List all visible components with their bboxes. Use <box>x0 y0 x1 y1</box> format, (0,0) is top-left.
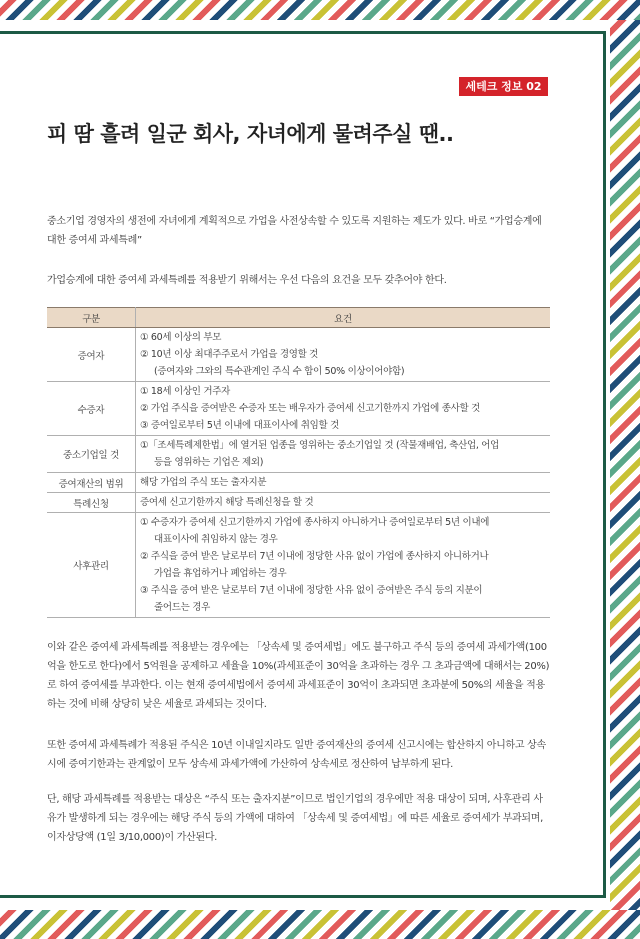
header-requirement: 요건 <box>136 308 551 328</box>
right-stripe-border <box>610 20 640 910</box>
row-category: 수증자 <box>47 382 136 436</box>
intro-paragraph: 중소기업 경영자의 생전에 자녀에게 계획적으로 가업을 사전상속할 수 있도록 지원하는 제도가 있다. 바로 “가업승계에 대한 증여세 과세특례” <box>47 216 542 246</box>
header-category: 구분 <box>47 308 136 328</box>
row-category: 증여재산의 범위 <box>47 473 136 493</box>
row-category: 중소기업일 것 <box>47 436 136 473</box>
requirement-line: ③ 증여일로부터 5년 이내에 대표이사에 취임할 것 <box>140 420 339 431</box>
requirement-line: 대표이사에 취임하지 않는 경우 <box>154 534 278 545</box>
requirement-line: 가업을 휴업하거나 폐업하는 경우 <box>154 568 287 579</box>
top-stripe-border <box>0 0 640 20</box>
requirement-lead: 가업승계에 대한 증여세 과세특례를 적용받기 위해서는 우선 다음의 요건을 모두 갖추어야 한다. <box>47 275 447 286</box>
requirement-line: 등을 영위하는 기업은 제외) <box>154 457 264 468</box>
paragraph-1: 이와 같은 증여세 과세특례를 적용받는 경우에는 「상속세 및 증여세법」에도 불구하고 주식 등의 증여세 과세가액(100억을 한도로 한다)에서 5억원을 공제하고 세율을 10%(과세표준이 30억을 초과하는 경우 그 초과금액에 대해서는 20%)로 하여 증여세를 부과한다. 이는 현재 증여세법에서 증여세 과세표준이 30억이 초과되면 초과분에 50%의 세율을 적용하는 것에 비해 상당히 낮은 세율로 과세되는 것이다. <box>47 642 550 710</box>
requirement-line: ③ 주식을 증여 받은 날로부터 7년 이내에 정당한 사유 없이 증여받은 주식 등의 지분이 <box>140 585 483 596</box>
row-requirements <box>136 328 551 382</box>
requirement-line: ② 가업 주식을 증여받은 수증자 또는 배우자가 증여세 신고기한까지 가업에 종사할 것 <box>140 403 480 414</box>
requirements-body <box>47 328 550 618</box>
requirement-line: 해당 가업의 주식 또는 출자지분 <box>140 477 267 488</box>
page-title: 피 땀 흘려 일군 회사, 자녀에게 물려주실 땐.. <box>47 122 454 146</box>
row-category: 증여자 <box>47 328 136 382</box>
paragraph-2: 또한 증여세 과세특례가 적용된 주식은 10년 이내일지라도 일반 증여재산의 증여세 신고시에는 합산하지 아니하고 상속시에 증여기한과는 관계없이 모두 상속세 과세가액에 가산하여 상속세로 정산하여 납부하게 된다. <box>47 740 546 770</box>
row-requirements <box>136 493 551 513</box>
table-header-row <box>47 308 550 328</box>
table-row <box>47 513 550 618</box>
requirement-line: ① 18세 이상인 거주자 <box>140 386 231 397</box>
requirement-line: (증여자와 그와의 특수관계인 주식 수 합이 50% 이상이어야함) <box>154 366 405 377</box>
row-category: 특례신청 <box>47 493 136 513</box>
bottom-stripe-border <box>0 910 640 939</box>
row-requirements <box>136 382 551 436</box>
requirement-line: ② 주식을 증여 받은 날로부터 7년 이내에 정당한 사유 없이 가업에 종사하지 아니하거나 <box>140 551 489 562</box>
requirement-line: ② 10년 이상 최대주주로서 가업을 경영할 것 <box>140 349 319 360</box>
row-requirements <box>136 473 551 493</box>
requirement-line: 줄어드는 경우 <box>154 602 210 613</box>
row-requirements <box>136 436 551 473</box>
table-row <box>47 493 550 513</box>
requirement-line: 증여세 신고기한까지 해당 특례신청을 할 것 <box>140 497 314 508</box>
requirement-line: ①「조세특례제한법」에 열거된 업종을 영위하는 중소기업일 것 (작물재배업, 축산업, 어업 <box>140 440 500 451</box>
table-row <box>47 436 550 473</box>
table-row <box>47 328 550 382</box>
table-row <box>47 473 550 493</box>
requirement-line: ① 수증자가 증여세 신고기한까지 가업에 종사하지 아니하거나 증여일로부터 5년 이내에 <box>140 517 490 528</box>
paragraph-3: 단, 해당 과세특례를 적용받는 대상은 “주식 또는 출자지분”이므로 법인기업의 경우에만 적용 대상이 되며, 사후관리 사유가 발생하게 되는 경우에는 해당 주식 등의 가액에 대하여 「상속세 및 증여세법」에 따른 세율로 증여세가 부과되며, 이자상당액 (1일 3/10,000)이 가산된다. <box>47 794 544 843</box>
row-requirements <box>136 513 551 618</box>
requirement-line: ① 60세 이상의 부모 <box>140 332 222 343</box>
section-tag: 세테크 정보 02 <box>459 77 548 96</box>
table-row <box>47 382 550 436</box>
row-category: 사후관리 <box>47 513 136 618</box>
requirements-table <box>47 307 550 618</box>
